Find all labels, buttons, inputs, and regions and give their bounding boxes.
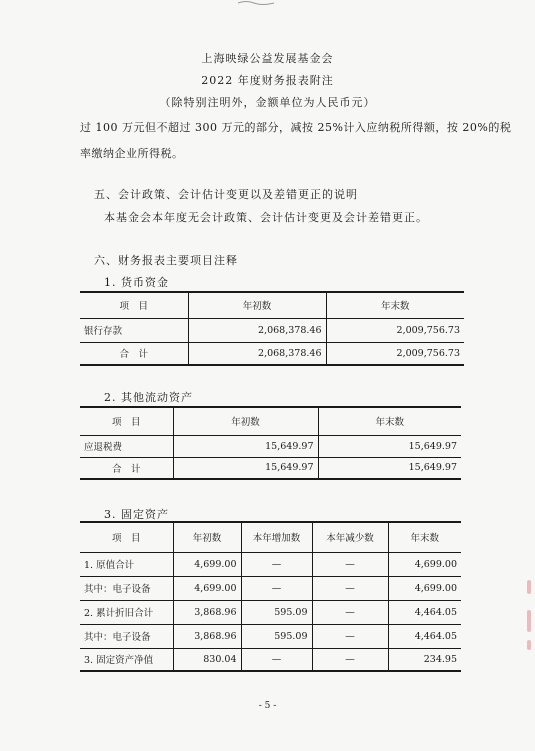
row-label: 其中：电子设备 (80, 624, 173, 648)
cell-value: — (312, 600, 388, 624)
seal-bleed-mark (527, 640, 531, 650)
cell-value: 595.09 (241, 600, 312, 624)
row-label: 合 计 (80, 342, 188, 364)
seal-bleed-mark (527, 610, 531, 632)
cell-value: — (241, 576, 312, 600)
table-row (80, 648, 461, 670)
table-row (80, 318, 464, 342)
cash-table (80, 293, 464, 364)
cell-value: 3,868.96 (173, 600, 241, 624)
currency-note: （除特别注明外，金额单位为人民币元） (159, 96, 376, 109)
cell-value: 2,009,756.73 (396, 324, 460, 336)
table-2-bottom-rule (80, 478, 461, 480)
table-3-bottom-rule (80, 670, 461, 672)
col-header: 项 目 (80, 523, 173, 552)
col-header: 年初数 (188, 293, 326, 318)
cell-value: 234.95 (423, 653, 457, 665)
cell-value: 15,649.97 (173, 457, 318, 478)
row-label: 1. 原值合计 (80, 552, 173, 576)
row-label: 应退税费 (80, 435, 173, 457)
table-row (80, 576, 461, 600)
cell-value: — (312, 576, 388, 600)
cell-value: 15,649.97 (408, 462, 457, 474)
col-header: 年初数 (173, 408, 318, 435)
cell-value: 4,464.05 (414, 606, 457, 618)
cell-value: — (312, 552, 388, 576)
cell-value: 4,699.00 (173, 576, 241, 600)
report-title: 2022 年度财务报表附注 (201, 74, 334, 87)
table-2-title: 2. 其他流动资产 (104, 391, 193, 404)
table-row (80, 624, 461, 648)
col-header: 年初数 (173, 523, 241, 552)
table-row (80, 600, 461, 624)
table-header-row (80, 293, 464, 318)
cell-value: — (312, 648, 388, 670)
cell-value: 3,868.96 (173, 624, 241, 648)
table-1-title: 1. 货币资金 (104, 276, 169, 289)
table-row (80, 552, 461, 576)
cell-value: — (241, 648, 312, 670)
cell-value: 4,699.00 (414, 582, 457, 594)
other-current-assets-table (80, 408, 461, 478)
table-1-bottom-rule (80, 364, 464, 366)
cell-value: 595.09 (241, 624, 312, 648)
col-header: 年末数 (410, 533, 439, 545)
table-3-title: 3. 固定资产 (104, 508, 169, 521)
row-label: 银行存款 (80, 318, 188, 342)
cell-value: 4,699.00 (414, 558, 457, 570)
section-5-heading: 五、会计政策、会计估计变更以及差错更正的说明 (94, 188, 358, 201)
row-label: 2. 累计折旧合计 (80, 600, 173, 624)
cell-value: 830.04 (173, 648, 241, 670)
col-header: 项 目 (80, 293, 188, 318)
cell-value: 15,649.97 (173, 435, 318, 457)
cell-value: 15,649.97 (408, 440, 457, 452)
cell-value: 2,009,756.73 (396, 347, 460, 359)
col-header: 项 目 (80, 408, 173, 435)
org-name: 上海映绿公益发展基金会 (201, 52, 334, 65)
fixed-assets-table (80, 523, 461, 670)
section-6-heading: 六、财务报表主要项目注释 (94, 254, 238, 267)
cell-value: — (312, 624, 388, 648)
table-total-row (80, 342, 464, 364)
col-header: 本年减少数 (312, 523, 388, 552)
top-mark (236, 0, 276, 6)
row-label: 合 计 (80, 457, 173, 478)
row-label: 3. 固定资产净值 (80, 648, 173, 670)
cell-value: 2,068,378.46 (188, 318, 326, 342)
table-header-row (80, 523, 461, 552)
intro-line-1: 过 100 万元但不超过 300 万元的部分，减按 25%计入应纳税所得额，按 20%的税 (80, 121, 512, 134)
row-label: 其中：电子设备 (80, 576, 173, 600)
table-row (80, 435, 461, 457)
col-header: 年末数 (375, 417, 404, 429)
table-header-row (80, 408, 461, 435)
page-number: - 5 - (258, 701, 277, 711)
cell-value: 4,699.00 (173, 552, 241, 576)
section-5-body: 本基金会本年度无会计政策、会计估计变更及会计差错更正。 (104, 211, 428, 224)
cell-value: 2,068,378.46 (188, 342, 326, 364)
col-header: 年末数 (380, 301, 410, 313)
table-total-row (80, 457, 461, 478)
col-header: 本年增加数 (241, 523, 312, 552)
cell-value: 4,464.05 (414, 630, 457, 642)
intro-line-2: 率缴纳企业所得税。 (80, 147, 184, 160)
seal-bleed-mark (527, 580, 531, 594)
cell-value: — (241, 552, 312, 576)
